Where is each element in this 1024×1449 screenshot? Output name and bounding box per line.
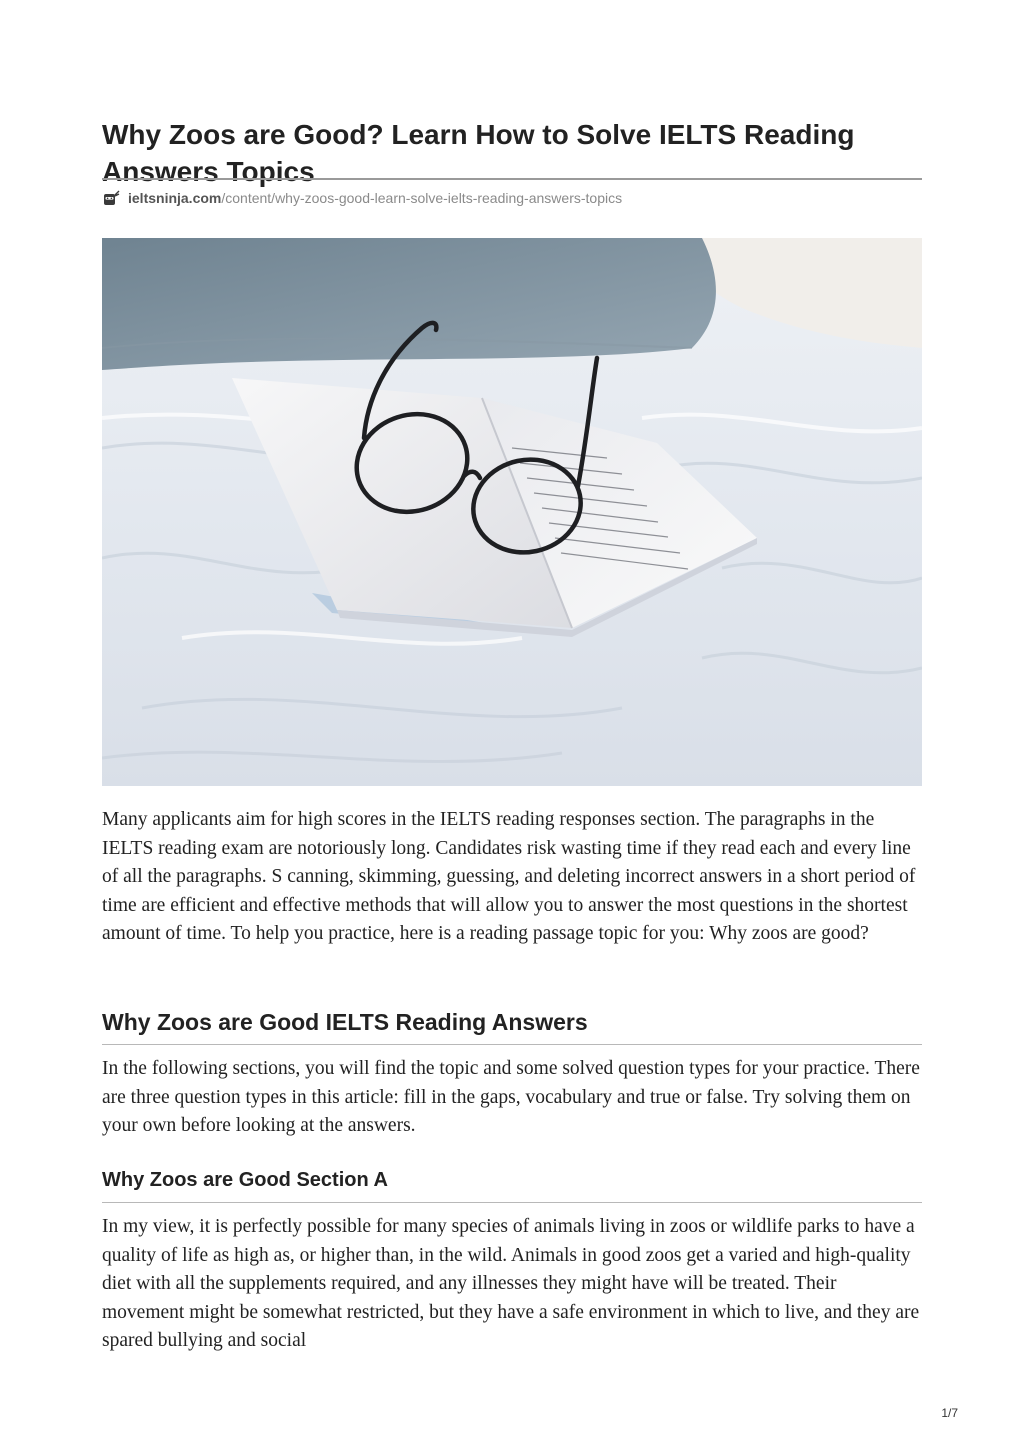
page-title: Why Zoos are Good? Learn How to Solve IELTS Reading Answers Topics (102, 118, 855, 187)
hero-image-glasses-on-book (102, 238, 922, 786)
source-link[interactable] (128, 190, 622, 206)
source-domain: ieltsninja.com (128, 190, 222, 206)
subsection-heading: Why Zoos are Good Section A (102, 1169, 388, 1191)
subsection-paragraph: In my view, it is perfectly possible for many species of animals living in zoos or wildlife parks to have a quality of life as high as, or higher than, in the wild. Animals in good zoos get a varied and high-quality diet with all the supplements required, and any illnesses they might have will be treated. Their movement might be somewhat restricted, but they have a safe environment in which to live, and they are spared bullying and social (102, 1216, 920, 1352)
section-paragraph: In the following sections, you will find the topic and some solved question types for your practice. There are three question types in this article: fill in the gaps, vocabulary and true or false. Try solving them on your own before looking at the answers. (102, 1058, 920, 1137)
source-path: /content/why-zoos-good-learn-solve-ielts-reading-answers-topics (221, 190, 623, 206)
subsection-divider (102, 1202, 922, 1203)
source-line (102, 187, 622, 209)
section-divider (102, 1044, 922, 1045)
title-divider (102, 178, 922, 180)
ninja-site-icon (102, 189, 120, 207)
page-number: 1/7 (941, 1406, 958, 1420)
intro-paragraph: Many applicants aim for high scores in the IELTS reading responses section. The paragraphs in the IELTS reading exam are notoriously long. Candidates risk wasting time if they read each and every line of all the paragraphs. S canning, skimming, guessing, and deleting incorrect answers in a short period of time are efficient and effective methods that will allow you to answer the most questions in the shortest amount of time. To help you practice, here is a reading passage topic for you: Why zoos are good? (102, 809, 916, 945)
section-heading: Why Zoos are Good IELTS Reading Answers (102, 1009, 588, 1035)
